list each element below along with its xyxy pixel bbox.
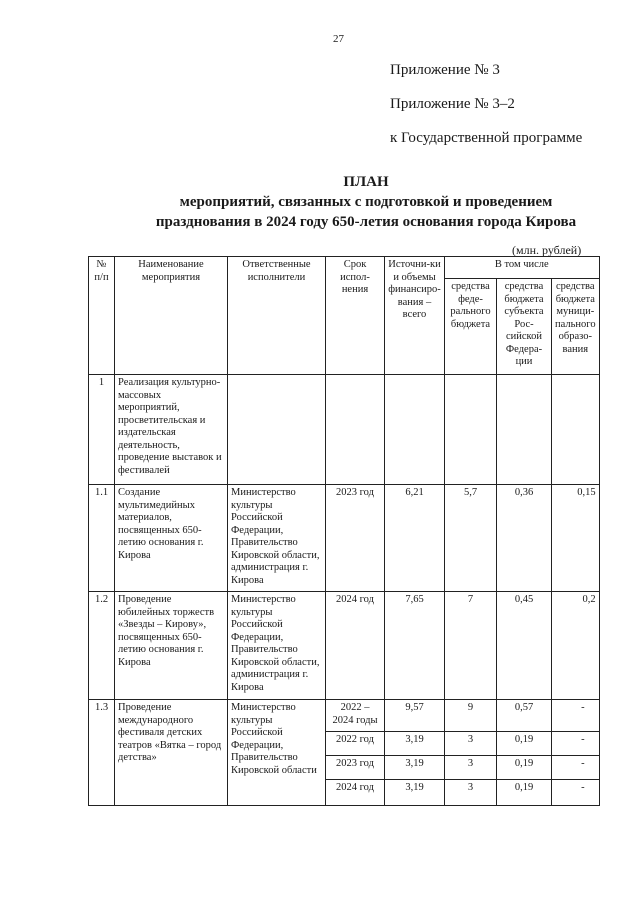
row-fed: 5,7	[445, 485, 497, 592]
header-name: Наименование мероприятия	[115, 257, 228, 375]
header-including: В том числе	[445, 257, 600, 279]
header-term: Срок испол-нения	[326, 257, 385, 375]
header-resp: Ответственные исполнители	[228, 257, 326, 375]
row-fed: 3	[445, 732, 497, 756]
row-term: 2024 год	[326, 592, 385, 700]
row-total: 3,19	[385, 780, 445, 806]
header-row-1	[89, 257, 600, 279]
row-total: 3,19	[385, 732, 445, 756]
row-reg: 0,36	[497, 485, 552, 592]
row-mun: -	[552, 700, 600, 732]
row-name: Создание мультимедийных материалов, посвященных 650-летию основания г. Кирова	[115, 485, 228, 592]
units-label: (млн. рублей)	[512, 243, 582, 257]
row-reg: 0,19	[497, 732, 552, 756]
row-reg: 0,45	[497, 592, 552, 700]
row-total: 9,57	[385, 700, 445, 732]
header-total: Источни-ки и объемы финансиро-вания – всего	[385, 257, 445, 375]
row-term: 2023 год	[326, 756, 385, 780]
row-name: Реализация культурно-массовых мероприятий, просветительская и издательская деятельность, проведение выставок и фестивалей	[115, 375, 228, 485]
row-num: 1.2	[89, 592, 115, 700]
table-row	[89, 375, 600, 485]
row-reg: 0,19	[497, 756, 552, 780]
row-term: 2022 год	[326, 732, 385, 756]
row-reg: 0,19	[497, 780, 552, 806]
row-term: 2023 год	[326, 485, 385, 592]
row-fed: 3	[445, 756, 497, 780]
table-row	[89, 485, 600, 592]
header-reg: средства бюджета субъекта Рос-сийской Федера-ции	[497, 279, 552, 375]
row-resp: Министерство культуры Российской Федерации, Правительство Кировской области	[228, 700, 326, 806]
row-fed: 7	[445, 592, 497, 700]
row-mun: 0,2	[552, 592, 600, 700]
row-total: 6,21	[385, 485, 445, 592]
row-name: Проведение юбилейных торжеств «Звезды – Кирову», посвященных 650-летию основания г. Кирова	[115, 592, 228, 700]
header-num: № п/п	[89, 257, 115, 375]
header-mun: средства бюджета муници-пального образо-вания	[552, 279, 600, 375]
plan-subtitle-2: празднования в 2024 году 650-летия основания города Кирова	[155, 214, 577, 230]
table-row	[89, 592, 600, 700]
row-mun: 0,15	[552, 485, 600, 592]
row-fed: 3	[445, 780, 497, 806]
row-resp: Министерство культуры Российской Федерации, Правительство Кировской области, администрация г. Кирова	[228, 485, 326, 592]
row-mun: -	[552, 756, 600, 780]
header-fed: средства феде-рального бюджета	[445, 279, 497, 375]
row-total: 7,65	[385, 592, 445, 700]
row-num: 1.3	[89, 700, 115, 806]
row-num: 1	[89, 375, 115, 485]
row-name: Проведение международного фестиваля детских театров «Вятка – город детства»	[115, 700, 228, 806]
table-row	[89, 700, 600, 732]
row-reg: 0,57	[497, 700, 552, 732]
plan-table	[88, 256, 600, 806]
row-mun: -	[552, 780, 600, 806]
plan-subtitle-1: мероприятий, связанных с подготовкой и проведением	[179, 194, 553, 210]
appendix-line-2: Приложение № 3–2	[390, 96, 515, 112]
page-number: 27	[333, 33, 344, 45]
row-term: 2024 год	[326, 780, 385, 806]
appendix-line-1: Приложение № 3	[390, 62, 500, 78]
row-num: 1.1	[89, 485, 115, 592]
row-term: 2022 – 2024 годы	[326, 700, 385, 732]
row-fed: 9	[445, 700, 497, 732]
row-mun: -	[552, 732, 600, 756]
appendix-line-3: к Государственной программе	[390, 130, 583, 146]
row-total: 3,19	[385, 756, 445, 780]
row-resp: Министерство культуры Российской Федерации, Правительство Кировской области, администрация г. Кирова	[228, 592, 326, 700]
plan-title: ПЛАН	[343, 174, 389, 190]
